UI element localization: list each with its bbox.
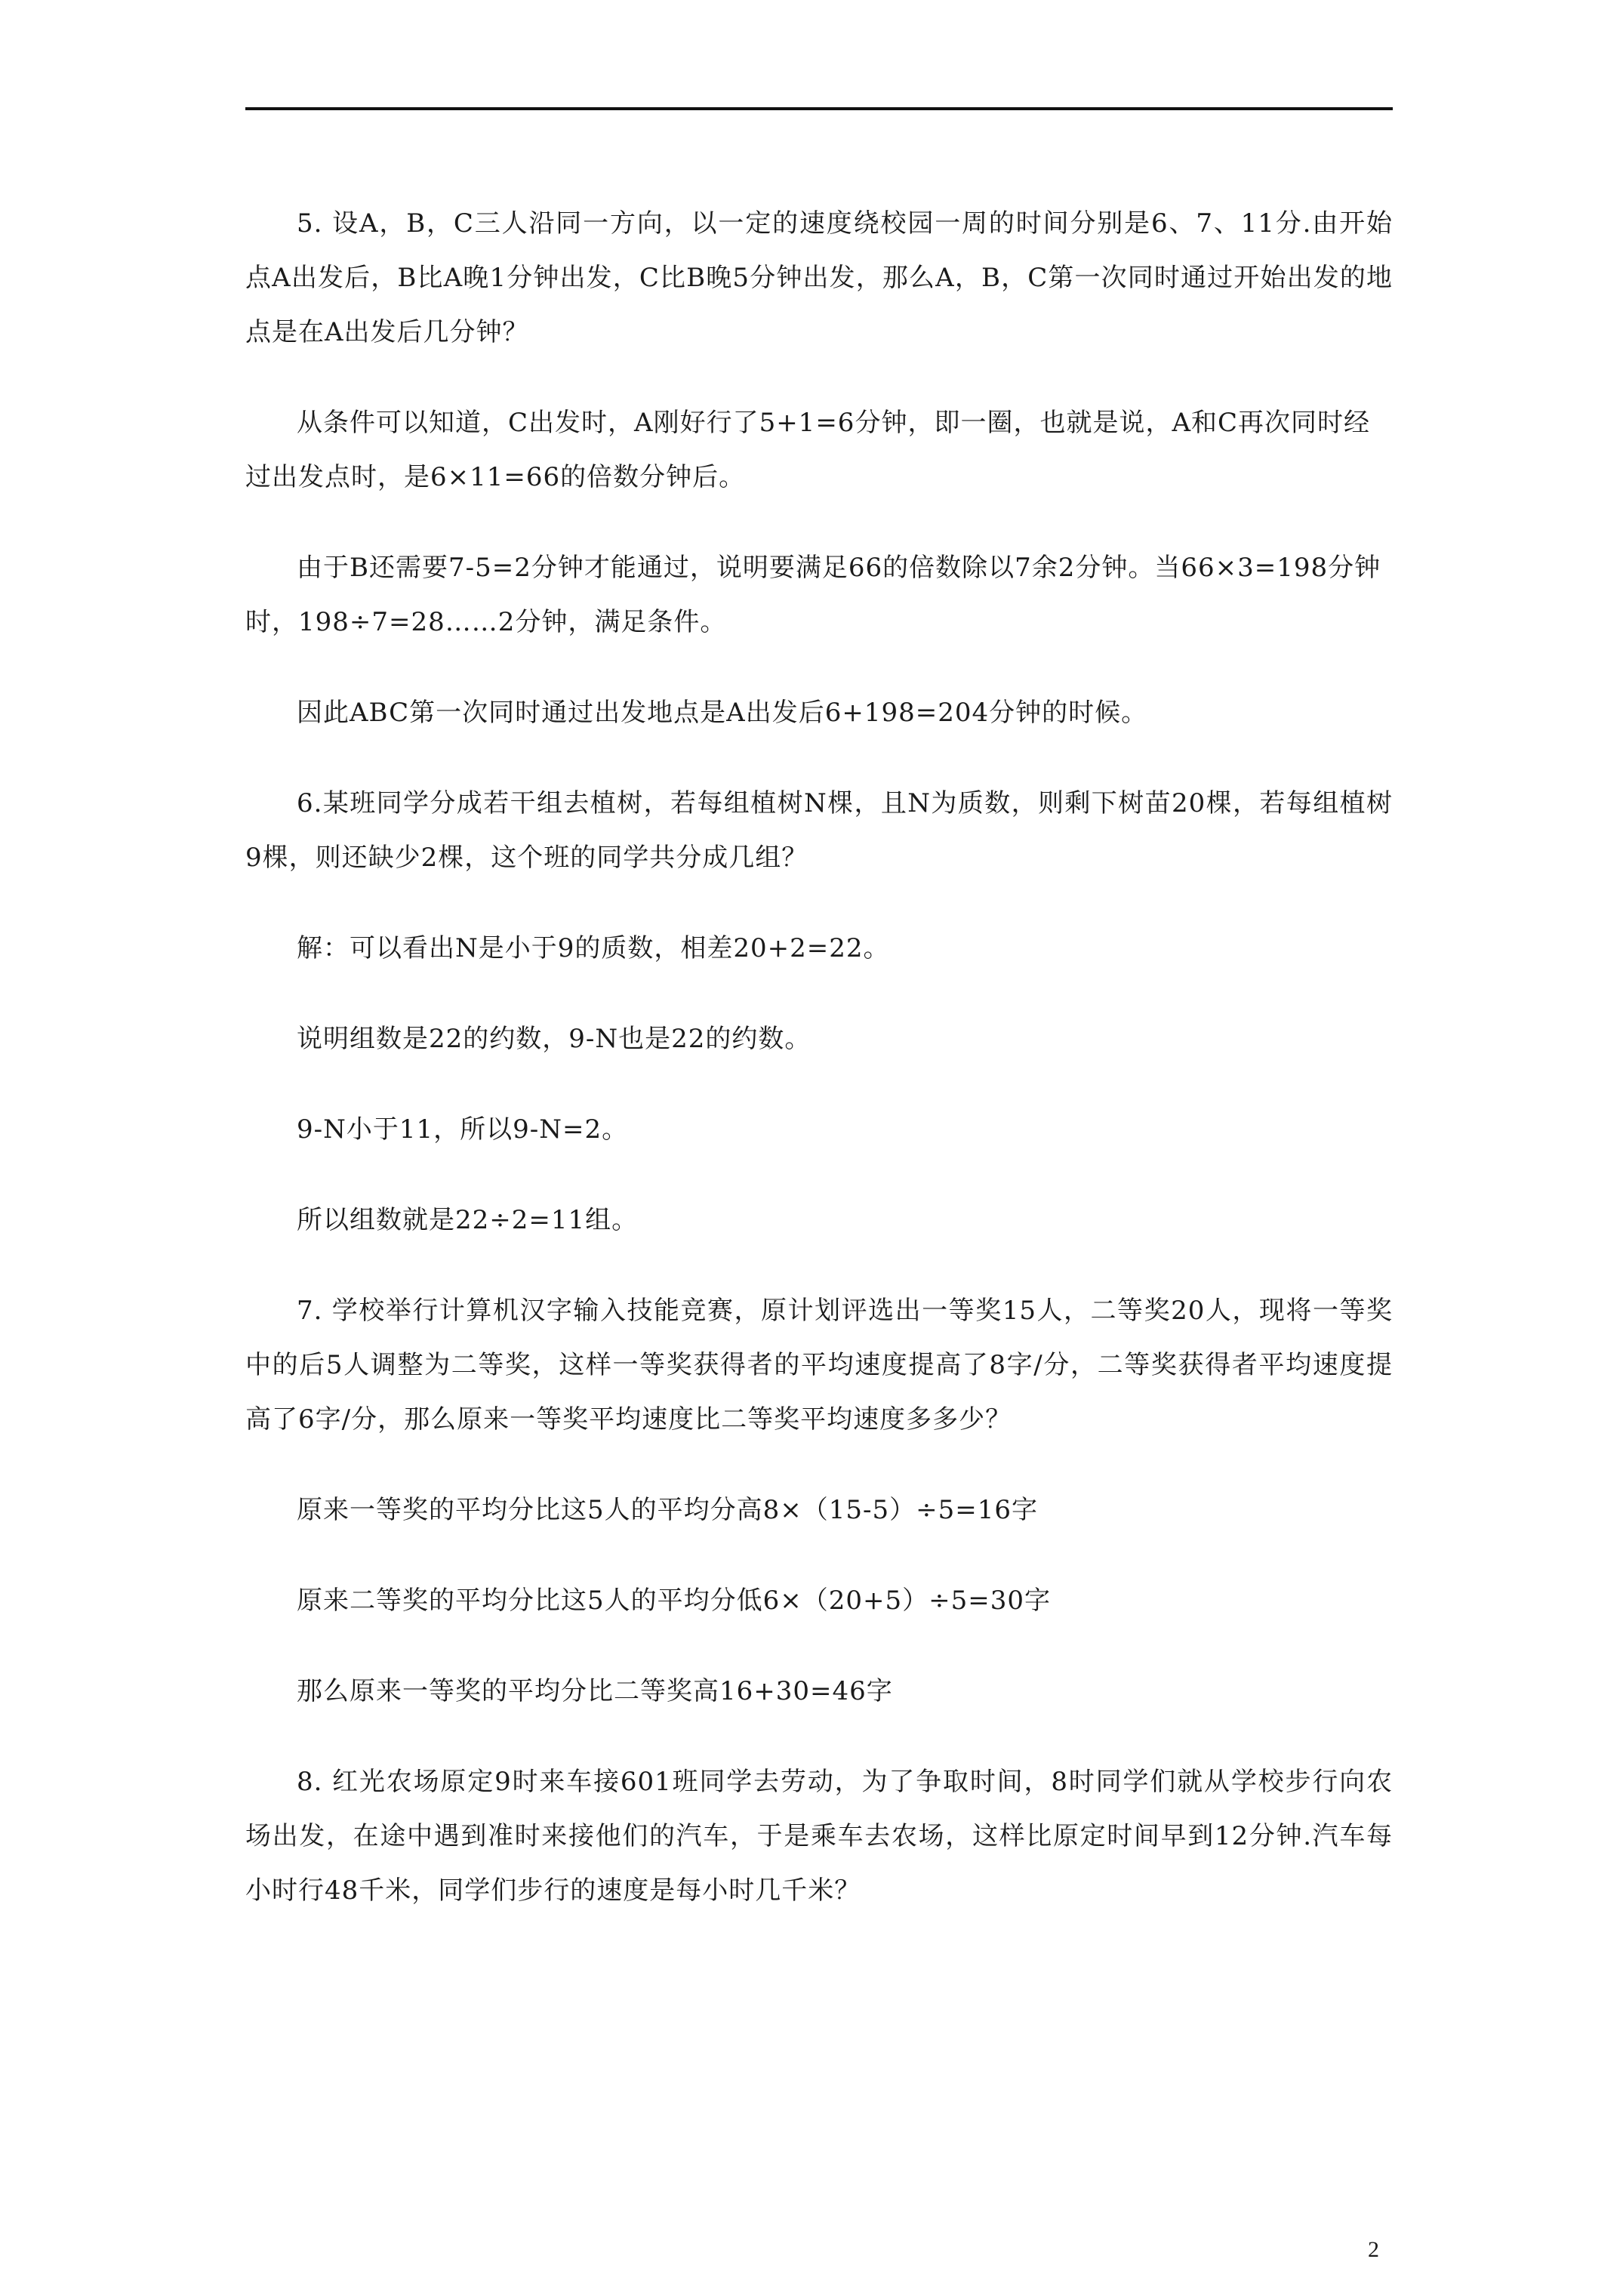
problem-7-solution-step-1: 原来一等奖的平均分比这5人的平均分高8×（15-5）÷5=16字 xyxy=(297,1495,1039,1525)
problem-7-solution-step-2: 原来二等奖的平均分比这5人的平均分低6×（20+5）÷5=30字 xyxy=(297,1586,1052,1616)
problem-5-solution-step-2: 由于B还需要7-5=2分钟才能通过，说明要满足66的倍数除以7余2分钟。当66×3=198分钟时，198÷7=28……2分钟，满足条件。 xyxy=(245,553,1381,637)
problem-6-solution-step-3: 9-N小于11，所以9-N=2。 xyxy=(297,1114,629,1145)
problem-7-answer: 那么原来一等奖的平均分比二等奖高16+30=46字 xyxy=(297,1676,893,1706)
problem-6-solution-step-2: 说明组数是22的约数，9-N也是22的约数。 xyxy=(297,1024,812,1054)
problem-5-answer: 因此ABC第一次同时通过出发地点是A出发后6+198=204分钟的时候。 xyxy=(297,698,1148,728)
problem-6-solution-step-1: 解：可以看出N是小于9的质数，相差20+2=22。 xyxy=(297,933,890,963)
document-body xyxy=(245,196,1393,1918)
problem-8-question: 8. 红光农场原定9时来车接601班同学去劳动，为了争取时间，8时同学们就从学校步行向农场出发，在途中遇到准时来接他们的汽车，于是乘车去农场，这样比原定时间早到12分钟.汽车每小时行48千米，同学们步行的速度是每小时几千米？ xyxy=(245,1767,1393,1906)
problem-5-solution-step-1: 从条件可以知道，C出发时，A刚好行了5+1=6分钟，即一圈，也就是说，A和C再次同时经过出发点时，是6×11=66的倍数分钟后。 xyxy=(245,408,1371,492)
page-number: 2 xyxy=(1368,2237,1379,2262)
problem-6-question: 6.某班同学分成若干组去植树，若每组植树N棵，且N为质数，则剩下树苗20棵，若每组植树9棵，则还缺少2棵，这个班的同学共分成几组？ xyxy=(245,788,1393,873)
problem-7-question: 7. 学校举行计算机汉字输入技能竞赛，原计划评选出一等奖15人，二等奖20人，现将一等奖中的后5人调整为二等奖，这样一等奖获得者的平均速度提高了8字/分，二等奖获得者平均速度提高了6字/分，那么原来一等奖平均速度比二等奖平均速度多多少？ xyxy=(245,1296,1393,1435)
problem-5-question: 5. 设A，B，C三人沿同一方向，以一定的速度绕校园一周的时间分别是6、7、11分.由开始点A出发后，B比A晚1分钟出发，C比B晚5分钟出发，那么A，B，C第一次同时通过开始出发的地点是在A出发后几分钟？ xyxy=(245,208,1393,347)
header-rule xyxy=(245,107,1393,110)
problem-6-answer: 所以组数就是22÷2=11组。 xyxy=(297,1205,639,1235)
